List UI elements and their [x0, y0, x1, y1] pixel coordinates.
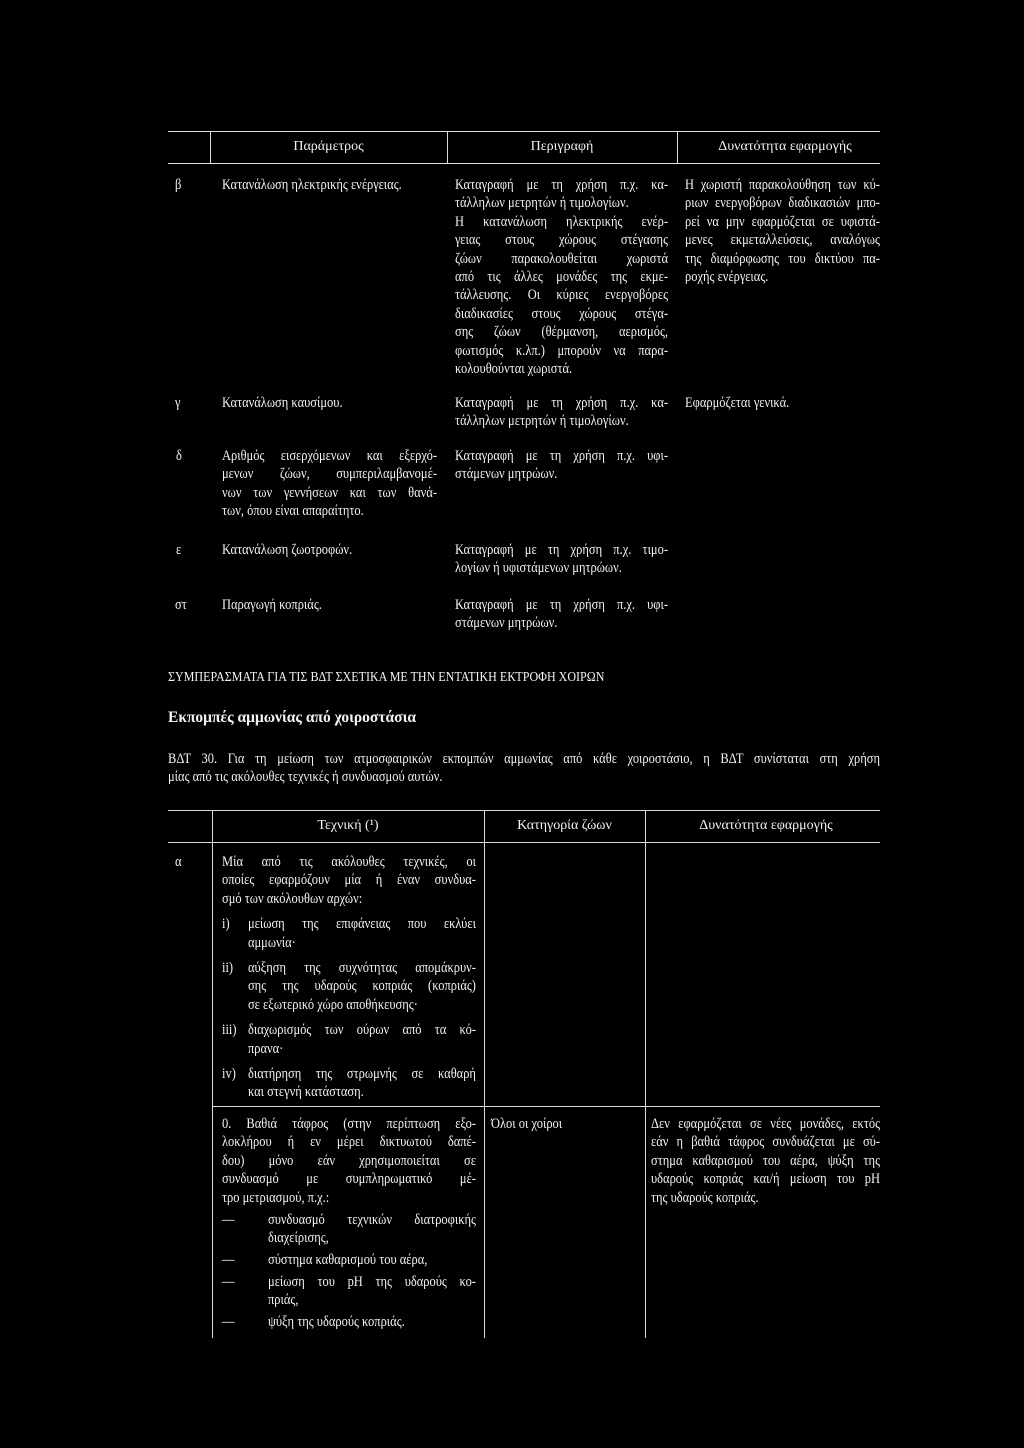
list-item: [222, 1021, 476, 1058]
parameter-cell: [222, 394, 437, 412]
header-applicability: Δυνατότητα εφαρμογής: [718, 139, 852, 154]
text-line: νων των γεννήσεων και των θανά-: [222, 484, 437, 501]
text-line: Όλοι οι χοίροι: [491, 1116, 563, 1132]
text-line: σε εξωτερικό χώρο αποθήκευσης·: [247, 996, 418, 1013]
text-line: και στεγνή κατάσταση.: [247, 1084, 364, 1101]
text-line: οποίες εφαρμόζουν μία ή έναν συνδυα-: [222, 872, 476, 889]
text-line: δου) μόνο εάν χρησιμοποιείται σε: [222, 1152, 476, 1169]
text-line: Κατανάλωση ζωοτροφών.: [222, 542, 353, 558]
text-line: Καταγραφή με τη χρήση π.χ. κα-: [455, 177, 669, 193]
text-line: της υδαρούς κοπριάς.: [651, 1189, 759, 1206]
text-line: μενες εκμεταλλεύσεις, αναλόγως: [685, 232, 880, 249]
list-item-text: [268, 1251, 476, 1269]
text-line: Αριθμός εισερχόμενων και εξερχό-: [222, 448, 437, 464]
text-line: σης ζώων (θέρμανση, αερισμός,: [455, 324, 669, 341]
text-line: Δεν εφαρμόζεται σε νέες μονάδες, εκτός: [651, 1116, 881, 1132]
parameter-cell: [222, 596, 437, 614]
table-rule-vertical: [484, 810, 485, 1338]
text-line: πριάς,: [268, 1292, 299, 1309]
text-line: μείωση του pH της υδαρούς κο-: [268, 1274, 476, 1291]
table-rule-header-bottom: [168, 842, 880, 843]
description-cell: [455, 541, 668, 578]
text-line: συνδυασμό με συμπληρωματικό μέ-: [222, 1171, 476, 1188]
text-line: Παραγωγή κοπριάς.: [222, 597, 322, 613]
dash-marker: —: [222, 1252, 235, 1269]
text-line: Κατανάλωση καυσίμου.: [222, 395, 343, 411]
parameter-cell: [222, 176, 437, 194]
text-line: Καταγραφή με τη χρήση π.χ. τιμο-: [455, 542, 669, 558]
text-line: διαδικασίες στους χώρους στέγα-: [455, 305, 669, 322]
text-line: ΒΔΤ 30. Για τη μείωση των ατμοσφαιρικών εκπομπών αμμωνίας από κάθε χοιροστάσιο, η ΒΔΤ συνίσταται στη χρήση: [168, 751, 880, 767]
list-item-text: [248, 915, 476, 952]
list-item-text: [268, 1313, 476, 1331]
dash-marker: —: [222, 1314, 235, 1331]
text-line: πρανα·: [247, 1040, 284, 1057]
text-line: διαχείρισης,: [268, 1230, 329, 1247]
list-item-text: [248, 1021, 476, 1058]
description-cell: [455, 176, 668, 378]
technique-cell: [222, 853, 476, 1102]
description-cell: [455, 596, 668, 633]
applicability-cell: [685, 394, 880, 412]
dash-marker: —: [222, 1211, 235, 1228]
subsection-title: Εκπομπές αμμωνίας από χοιροστάσια: [168, 709, 417, 726]
technique-cell: [222, 1115, 476, 1332]
text-line: διαχωρισμός των ούρων από τα κό-: [247, 1022, 476, 1039]
text-line: της διαμόρφωσης του δικτύου πα-: [685, 250, 880, 267]
table-rule-vertical: [212, 810, 213, 1338]
row-label: β: [175, 177, 182, 193]
dash-marker: —: [222, 1274, 235, 1291]
header-technique: Τεχνική (¹): [317, 818, 379, 833]
list-marker: i): [222, 916, 230, 933]
text-line: στημα καθαρισμού του αέρα, ψύξη της: [651, 1152, 881, 1169]
text-line: εάν η βαθιά τάφρος συνδυάζεται με σύ-: [651, 1134, 881, 1151]
table-rule-top: [168, 810, 880, 811]
text-line: Μία από τις ακόλουθες τεχνικές, οι: [222, 854, 476, 870]
list-item: [222, 959, 476, 1014]
text-line: ροχής ενέργειας.: [685, 269, 769, 286]
list-item: [222, 1251, 476, 1269]
header-applicability: Δυνατότητα εφαρμογής: [699, 818, 833, 833]
text-line: μείωση της επιφάνειας που εκλύει: [247, 916, 476, 933]
table-rule-header-bottom: [168, 163, 880, 164]
text-line: Η κατανάλωση ηλεκτρικής ενέρ-: [455, 213, 669, 230]
section-title: ΣΥΜΠΕΡΑΣΜΑΤΑ ΓΙΑ ΤΙΣ ΒΔΤ ΣΧΕΤΙΚΑ ΜΕ ΤΗΝ ΕΝΤΑΤΙΚΗ ΕΚΤΡΟΦΗ ΧΟΙΡΩΝ: [168, 670, 605, 685]
text-line: από τις άλλες μονάδες της εκμε-: [455, 269, 669, 286]
text-line: σύστημα καθαρισμού του αέρα,: [268, 1252, 428, 1269]
description-cell: [455, 394, 668, 431]
text-line: τάλληλων μετρητών ή τιμολογίων.: [455, 195, 629, 212]
description-cell: [455, 447, 668, 484]
text-line: στάμενων μητρώων.: [455, 615, 558, 632]
technique-number: 0.: [222, 1116, 232, 1132]
text-line: τάλλευσης. Οι κύριες ενεργοβόρες: [455, 287, 669, 304]
text-line: μίας από τις ακόλουθες τεχνικές ή συνδυασμού αυτών.: [168, 769, 443, 786]
row-label: δ: [176, 448, 182, 464]
technique-first-line: [222, 1115, 476, 1133]
list-item-text: [268, 1211, 476, 1248]
text-line: Καταγραφή με τη χρήση π.χ. υφι-: [455, 597, 669, 613]
text-line: Καταγραφή με τη χρήση π.χ. κα-: [455, 395, 669, 411]
header-description: Περιγραφή: [530, 139, 594, 154]
text-line: λοκλήρου ή εν μέρει δικτυωτού δαπέ-: [222, 1134, 476, 1151]
header-animal-category: Κατηγορία ζώων: [517, 818, 612, 833]
list-item-text: [248, 1065, 476, 1102]
text-line: αμμωνία·: [247, 934, 296, 951]
text-line: σμό των ακόλουθων αρχών:: [222, 890, 363, 907]
list-marker: iv): [222, 1066, 236, 1083]
list-item-text: [268, 1273, 476, 1310]
table-rule-row-separator: [212, 1106, 880, 1107]
text-line: των, όπου είναι απαραίτητο.: [222, 503, 364, 520]
text-line: Καταγραφή με τη χρήση π.χ. υφι-: [455, 448, 669, 464]
table-rule-vertical: [645, 810, 646, 1338]
text-line: λογίων ή υφιστάμενων μητρώων.: [455, 560, 622, 577]
parameter-cell: [222, 447, 437, 521]
list-item: [222, 1065, 476, 1102]
row-label: α: [175, 854, 182, 870]
text-line: ψύξη της υδαρούς κοπριάς.: [268, 1314, 405, 1331]
text-line: διατήρηση της στρωμνής σε καθαρή: [247, 1066, 476, 1083]
text-line: υδαρούς κοπριάς και/ή μείωση του pH: [651, 1171, 881, 1188]
row-label: ε: [176, 542, 182, 558]
text-line: τρο μετριασμού, π.χ.:: [222, 1189, 330, 1206]
list-marker: ii): [222, 960, 234, 977]
text-line: Η χωριστή παρακολούθηση των κύ-: [685, 177, 880, 193]
animal-category-cell: [491, 1115, 640, 1133]
applicability-cell: [651, 1115, 880, 1207]
list-item: [222, 915, 476, 952]
text-line: φωτισμός κ.λπ.) μπορούν να παρα-: [455, 342, 669, 359]
list-item: [222, 1211, 476, 1248]
text-line: Κατανάλωση ηλεκτρικής ενέργειας.: [222, 177, 402, 193]
list-marker: iii): [222, 1022, 237, 1039]
table-rule-top: [168, 131, 880, 132]
bat-30-paragraph: [168, 750, 880, 787]
list-item: [222, 1313, 476, 1331]
row-label: στ: [175, 597, 187, 613]
text-line: συνδυασμό τεχνικών διατροφικής: [268, 1211, 476, 1228]
text-line: μενων ζώων, συμπεριλαμβανομέ-: [222, 466, 437, 483]
text-line: σης της υδαρούς κοπριάς (κοπριάς): [247, 978, 476, 995]
list-item: [222, 1273, 476, 1310]
text-line: τάλληλων μετρητών ή τιμολογίων.: [455, 413, 629, 430]
text-line: ριων ενεργοβόρων διαδικασιών μπο-: [685, 195, 880, 212]
text-line: ρεί να μην εφαρμόζεται σε υφιστά-: [685, 213, 880, 230]
applicability-cell: [685, 176, 880, 286]
text-line: κολουθούνται χωριστά.: [455, 361, 573, 378]
text-line: αύξηση της συχνότητας απομάκρυν-: [247, 960, 476, 977]
text-line: γειας στους χώρους στέγασης: [455, 232, 669, 249]
header-parameter: Παράμετρος: [293, 139, 364, 154]
row-label: γ: [175, 395, 181, 411]
text-line: Εφαρμόζεται γενικά.: [685, 395, 790, 411]
text-line: ζώων παρακολουθείται χωριστά: [455, 250, 669, 267]
text-line: Βαθιά τάφρος (στην περίπτωση εξο-: [246, 1116, 476, 1132]
text-line: στάμενων μητρώων.: [455, 466, 558, 483]
parameter-cell: [222, 541, 437, 559]
list-item-text: [248, 959, 476, 1014]
